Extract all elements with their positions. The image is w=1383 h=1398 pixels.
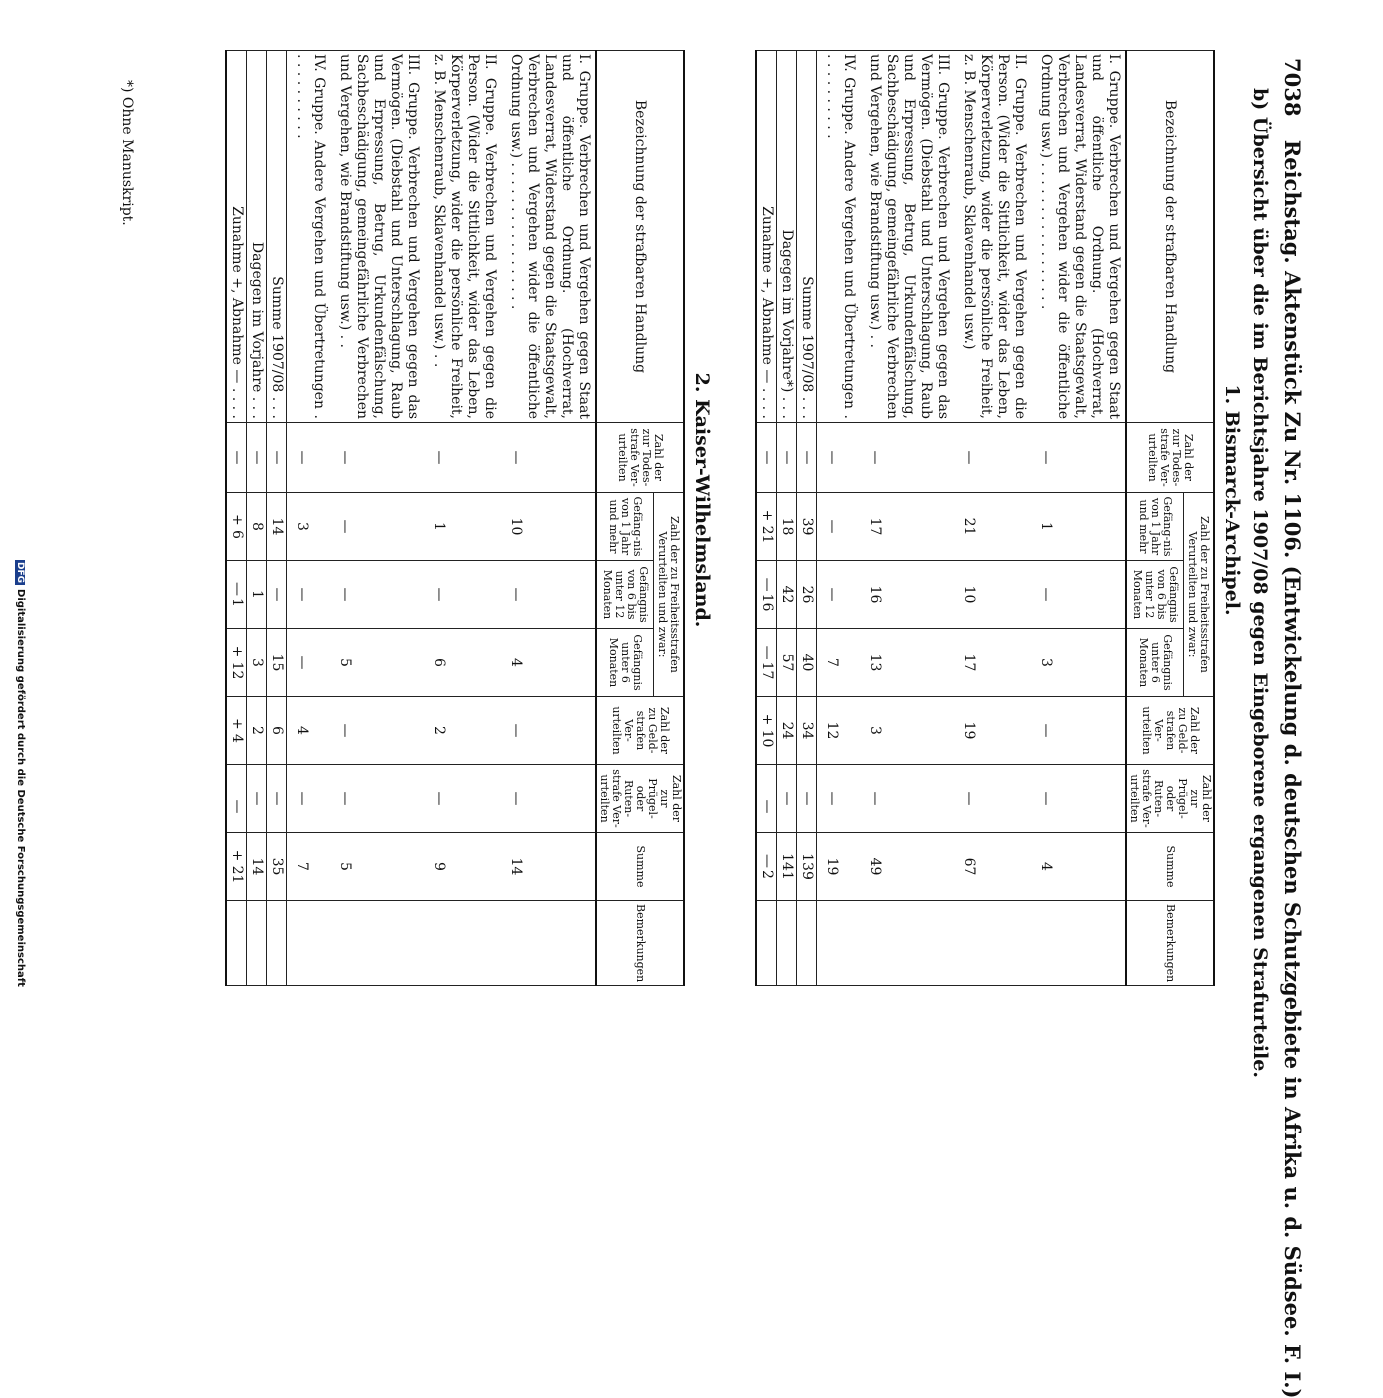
digitization-note <box>15 560 26 987</box>
cell-notes <box>267 901 287 986</box>
cell-p2: — <box>287 561 331 629</box>
table-row <box>1031 51 1126 986</box>
cell-p1 <box>756 493 777 561</box>
cell-death: — <box>287 423 331 493</box>
change-value: 21 <box>229 865 245 884</box>
cell-p1: 21 <box>954 493 1031 561</box>
column-header-prison-6-12-months: Gefängnis von 6 bis unter 12 Monaten <box>596 561 653 629</box>
cell-p3: 4 <box>501 629 596 697</box>
cell-fine: 12 <box>817 697 861 765</box>
column-header-notes: Bemerkungen <box>596 901 684 986</box>
previous-year-row <box>777 51 797 986</box>
cell-notes <box>1031 901 1126 986</box>
cell-p1: 3 <box>287 493 331 561</box>
table-bismarck-archipel <box>755 50 1215 986</box>
column-header-notes: Bemerkungen <box>1126 901 1214 986</box>
cell-flog: — <box>247 765 267 833</box>
table-header <box>596 51 684 986</box>
table-row <box>817 51 861 986</box>
cell-sum: 49 <box>860 833 954 901</box>
cell-p1: 17 <box>860 493 954 561</box>
cell-p3: 6 <box>424 629 501 697</box>
cell-fine <box>226 697 247 765</box>
cell-p2: 42 <box>777 561 797 629</box>
cell-fine <box>756 697 777 765</box>
cell-fine: — <box>1031 697 1126 765</box>
cell-p2: — <box>501 561 596 629</box>
column-header-flogging: Zahl der zur Prügel- oder Ruten-strafe Ver-urteilten <box>596 765 684 833</box>
change-value: 16 <box>759 593 775 612</box>
cell-flog: — <box>330 765 424 833</box>
cell-notes <box>247 901 267 986</box>
offense-description: I. Gruppe. Verbrechen und Vergehen gegen Staat und öffentliche Ordnung. (Hochverrat, Landesverrat, Widerstand gegen die Staatsgewalt, Verbrechen und Vergehen wider die öffentliche Ordnung usw.) . . . . . . . . . . . . . . . . . <box>1031 51 1126 423</box>
cell-fine: 2 <box>424 697 501 765</box>
table-row <box>954 51 1031 986</box>
cell-flog <box>226 765 247 833</box>
cell-death: — <box>1031 423 1126 493</box>
change-sign: + <box>229 849 245 862</box>
header-row <box>1183 51 1214 986</box>
cell-p2: 10 <box>954 561 1031 629</box>
cell-flog: — <box>860 765 954 833</box>
column-header-prison-under-6-months: Gefängnis unter 6 Monaten <box>596 629 653 697</box>
change-row <box>756 51 777 986</box>
change-value: 17 <box>759 661 775 680</box>
cell-flog: — <box>1031 765 1126 833</box>
table-row <box>860 51 954 986</box>
cell-flog: — <box>287 765 331 833</box>
cell-p3: 3 <box>247 629 267 697</box>
cell-death: — <box>247 423 267 493</box>
column-header-prison-under-6-months: Gefängnis unter 6 Monaten <box>1126 629 1183 697</box>
column-header-prison-6-12-months: Gefängnis von 6 bis unter 12 Monaten <box>1126 561 1183 629</box>
cell-notes <box>777 901 797 986</box>
cell-notes <box>756 901 777 986</box>
cell-flog: — <box>777 765 797 833</box>
cell-death: — <box>424 423 501 493</box>
table-body <box>226 51 596 986</box>
header-row <box>653 51 684 986</box>
cell-p2 <box>756 561 777 629</box>
table-row <box>287 51 331 986</box>
cell-sum: 5 <box>330 833 424 901</box>
cell-notes <box>954 901 1031 986</box>
cell-sum: 14 <box>501 833 596 901</box>
change-value: 4 <box>229 734 245 743</box>
cell-sum: 9 <box>424 833 501 901</box>
cell-death: — <box>817 423 861 493</box>
cell-p3: 7 <box>817 629 861 697</box>
cell-fine: 24 <box>777 697 797 765</box>
offense-description: II. Gruppe. Verbrechen und Vergehen gegen die Person. (Wider die Sittlichkeit, wider das Leben, Körperverletzung, wider die persönliche Freiheit, z. B. Menschenraub, Sklavenhandel usw.) . . <box>424 51 501 423</box>
previous-year-row-label: Dagegen im Vorjahre . . . <box>247 51 267 423</box>
cell-p2: — <box>817 561 861 629</box>
cell-p1: 1 <box>424 493 501 561</box>
cell-p3: — <box>287 629 331 697</box>
cell-death: — <box>501 423 596 493</box>
change-value: 2 <box>759 870 775 879</box>
cell-sum: 139 <box>797 833 817 901</box>
cell-notes <box>226 901 247 986</box>
cell-p2: — <box>267 561 287 629</box>
sum-row <box>797 51 817 986</box>
change-sign: — <box>759 854 775 869</box>
offense-description: III. Gruppe. Verbrechen und Vergehen gegen das Vermögen. (Diebstahl und Unterschlagung, Raub und Erpressung, Betrug, Urkundenfälschung, Sachbeschädigung, gemeingefährliche Verbrechen und Vergehen, wie Brandstiftung usw.) . . <box>860 51 954 423</box>
change-row <box>226 51 247 986</box>
change-sign: + <box>759 713 775 726</box>
cell-p1: 1 <box>1031 493 1126 561</box>
column-header-flogging: Zahl der zur Prügel- oder Ruten-strafe Ver-urteilten <box>1126 765 1214 833</box>
change-sign: — <box>759 577 775 592</box>
column-header-prison-1-year: Gefäng-nis von 1 Jahr und mehr <box>596 493 653 561</box>
change-value: 6 <box>229 530 245 539</box>
change-value: — <box>229 799 245 814</box>
cell-p3: 17 <box>954 629 1031 697</box>
cell-fine: 6 <box>267 697 287 765</box>
change-sign: + <box>759 509 775 522</box>
cell-p3: 3 <box>1031 629 1126 697</box>
footnote: *) Ohne Manuskript. <box>119 80 135 226</box>
cell-death: — <box>330 423 424 493</box>
sum-row-label: Summe 1907/08 . . . <box>267 51 287 423</box>
column-header-sum: Summe <box>596 833 684 901</box>
change-sign: — <box>229 582 245 597</box>
cell-p1: 39 <box>797 493 817 561</box>
cell-fine: — <box>501 697 596 765</box>
change-row-label: Zunahme +, Abnahme — . . . . <box>756 51 777 423</box>
cell-fine: 4 <box>287 697 331 765</box>
cell-p2: 16 <box>860 561 954 629</box>
cell-p3: 13 <box>860 629 954 697</box>
column-header-death-penalty: Zahl der zur Todes-strafe Ver-urteilten <box>596 423 684 493</box>
cell-sum: 4 <box>1031 833 1126 901</box>
cell-fine: 2 <box>247 697 267 765</box>
digitization-text: Digitalisierung gefördert durch die Deutsche Forschungsgemeinschaft <box>15 589 26 987</box>
column-header-death-penalty: Zahl der zur Todes-strafe Ver-urteilten <box>1126 423 1214 493</box>
cell-p1: — <box>330 493 424 561</box>
cell-death: — <box>954 423 1031 493</box>
cell-sum <box>226 833 247 901</box>
page-title: Reichstag. Aktenstück Zu Nr. 1106. (Entwickelung d. deutschen Schutzgebiete in Afrika u. d. Südsee. F. I.) <box>1280 139 1305 1398</box>
previous-year-row-label: Dagegen im Vorjahre*) . . . <box>777 51 797 423</box>
cell-flog: — <box>954 765 1031 833</box>
cell-p1: — <box>817 493 861 561</box>
table-body <box>756 51 1126 986</box>
cell-notes <box>287 901 331 986</box>
table-row <box>330 51 424 986</box>
change-value: 12 <box>229 661 245 680</box>
cell-p2: — <box>1031 561 1126 629</box>
change-value: — <box>759 799 775 814</box>
offense-description: I. Gruppe. Verbrechen und Vergehen gegen Staat und öffentliche Ordnung. (Hochverrat, Landesverrat, Widerstand gegen die Staatsgewalt, Verbrechen und Vergehen wider die öffentliche Ordnung usw.) . . . . . . . . . . . . . . . . . <box>501 51 596 423</box>
dfg-logo: DFG <box>15 562 25 584</box>
cell-sum: 19 <box>817 833 861 901</box>
column-header-fine: Zahl der zu Geld-strafen Ver-urteilten <box>596 697 684 765</box>
table-row <box>501 51 596 986</box>
cell-sum <box>756 833 777 901</box>
column-header-prison-1-year: Gefäng-nis von 1 Jahr und mehr <box>1126 493 1183 561</box>
section-title-kaiser-wilhelmsland: 2. Kaiser-Wilhelmsland. <box>691 372 713 628</box>
change-value: 10 <box>759 729 775 748</box>
cell-flog: — <box>797 765 817 833</box>
cell-notes <box>330 901 424 986</box>
cell-fine: 19 <box>954 697 1031 765</box>
offense-description: IV. Gruppe. Andere Vergehen und Übertretungen . . . . . . . . . . . <box>287 51 331 423</box>
cell-notes <box>797 901 817 986</box>
column-header-description: Bezeichnung der strafbaren Handlung <box>1126 51 1214 423</box>
cell-notes <box>860 901 954 986</box>
cell-sum: 7 <box>287 833 331 901</box>
change-row-label: Zunahme +, Abnahme — . . . . <box>226 51 247 423</box>
cell-p3: 57 <box>777 629 797 697</box>
cell-sum: 35 <box>267 833 287 901</box>
cell-notes <box>501 901 596 986</box>
page-number: 7038 <box>1280 58 1305 117</box>
cell-sum: 14 <box>247 833 267 901</box>
cell-flog: — <box>267 765 287 833</box>
table-caption: b) Übersicht über die im Berichtsjahre 1907/08 gegen Eingeborene ergangenen Strafurteile. <box>1249 88 1271 1078</box>
cell-sum: 67 <box>954 833 1031 901</box>
section-title-bismarck: 1. Bismarck-Archipel. <box>1221 384 1243 616</box>
cell-notes <box>424 901 501 986</box>
cell-death: — <box>797 423 817 493</box>
cell-flog: — <box>424 765 501 833</box>
cell-fine: 3 <box>860 697 954 765</box>
change-sign: + <box>229 718 245 730</box>
cell-p2: 26 <box>797 561 817 629</box>
cell-p3 <box>756 629 777 697</box>
cell-flog: — <box>817 765 861 833</box>
cell-death: — <box>756 423 777 493</box>
sum-row-label: Summe 1907/08 . . . <box>797 51 817 423</box>
cell-p1: 18 <box>777 493 797 561</box>
cell-fine: 34 <box>797 697 817 765</box>
cell-p3: 15 <box>267 629 287 697</box>
cell-p2 <box>226 561 247 629</box>
cell-fine: — <box>330 697 424 765</box>
offense-description: IV. Gruppe. Andere Vergehen und Übertretungen . . . . . . . . . . . <box>817 51 861 423</box>
cell-p1: 8 <box>247 493 267 561</box>
column-header-prison-group: Zahl der zu Freiheitsstrafen Verurteilten und zwar: <box>653 493 684 697</box>
cell-flog: — <box>501 765 596 833</box>
offense-description: II. Gruppe. Verbrechen und Vergehen gegen die Person. (Wider die Sittlichkeit, wider das Leben, Körperverletzung, wider die persönliche Freiheit, z. B. Menschenraub, Sklavenhandel usw.) <box>954 51 1031 423</box>
sum-row <box>267 51 287 986</box>
column-header-description: Bezeichnung der strafbaren Handlung <box>596 51 684 423</box>
cell-death: — <box>267 423 287 493</box>
cell-p2: — <box>424 561 501 629</box>
cell-p1: 14 <box>267 493 287 561</box>
cell-p1 <box>226 493 247 561</box>
cell-p3 <box>226 629 247 697</box>
cell-p3: 40 <box>797 629 817 697</box>
offense-description: III. Gruppe. Verbrechen und Vergehen gegen das Vermögen. (Diebstahl und Unterschlagung, Raub und Erpressung, Betrug, Urkundenfälschung, Sachbeschädigung, gemeingefährliche Verbrechen und Vergehen, wie Brandstiftung usw.) . . <box>330 51 424 423</box>
table-row <box>424 51 501 986</box>
change-sign: — <box>759 645 775 660</box>
cell-death: — <box>860 423 954 493</box>
cell-death: — <box>226 423 247 493</box>
change-sign: + <box>229 645 245 658</box>
page-header <box>1280 58 1305 1398</box>
cell-p1: 10 <box>501 493 596 561</box>
change-value: 21 <box>759 525 775 544</box>
change-sign: + <box>229 514 245 526</box>
cell-death: — <box>777 423 797 493</box>
cell-sum: 141 <box>777 833 797 901</box>
cell-p3: 5 <box>330 629 424 697</box>
cell-p2: 1 <box>247 561 267 629</box>
cell-p2: — <box>330 561 424 629</box>
cell-flog <box>756 765 777 833</box>
table-header <box>1126 51 1214 986</box>
cell-notes <box>817 901 861 986</box>
table-kaiser-wilhelmsland <box>225 50 685 986</box>
column-header-fine: Zahl der zu Geld-strafen Ver-urteilten <box>1126 697 1214 765</box>
column-header-sum: Summe <box>1126 833 1214 901</box>
previous-year-row <box>247 51 267 986</box>
column-header-prison-group: Zahl der zu Freiheitsstrafen Verurteilten und zwar: <box>1183 493 1214 697</box>
change-value: 1 <box>229 598 245 607</box>
